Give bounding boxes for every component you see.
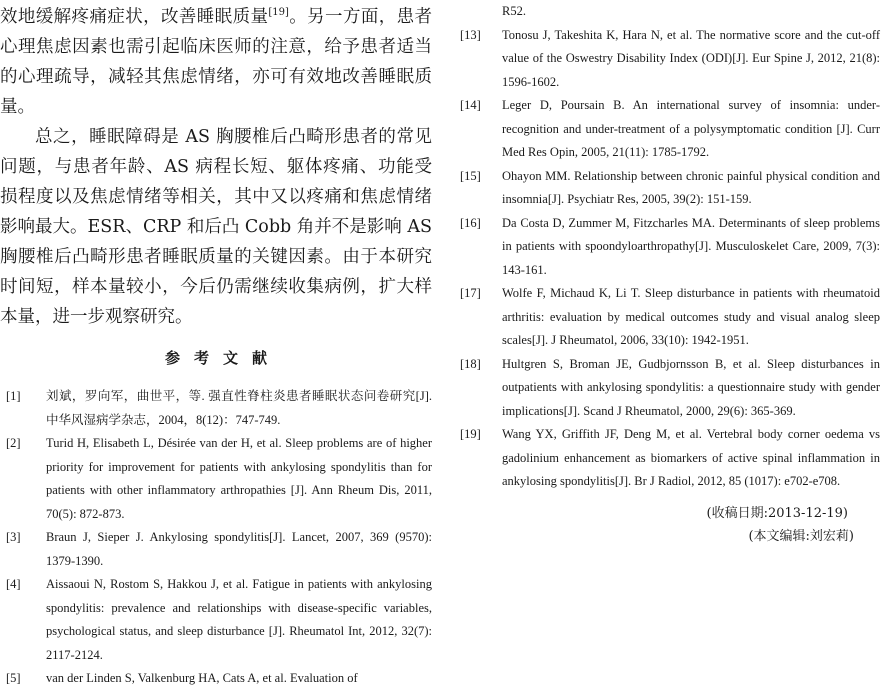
reference-text: Hultgren S, Broman JE, Gudbjornsson B, et al. Sleep disturbances in outpatients with ankylosing spondylitis: a questionnaire study with gender implications[J]. Scand J Rheumatol, 2000, 29(6): 365-369. xyxy=(502,356,880,418)
reference-text: Tonosu J, Takeshita K, Hara N, et al. The normative score and the cut-off value of the Oswestry Disability Index (ODI)[J]. Eur Spine J, 2012, 21(8): 1596-1602. xyxy=(502,27,880,89)
reference-number: [1] xyxy=(6,389,21,403)
reference-text: 刘斌，罗向军，曲世平，等. 强直性脊柱炎患者睡眠状态问卷研究[J]. 中华风湿病学杂志，2004，8(12)：747-749. xyxy=(46,389,432,427)
reference-number: [5] xyxy=(6,671,21,685)
reference-text: Braun J, Sieper J. Ankylosing spondylitis[J]. Lancet, 2007, 369 (9570): 1379-1390. xyxy=(46,530,432,568)
reference-number: [15] xyxy=(460,168,481,183)
body-paragraph-2: 总之，睡眠障碍是 AS 胸腰椎后凸畸形患者的常见问题，与患者年龄、AS 病程长短、躯体疼痛、功能受损程度以及焦虑情绪等相关，其中又以疼痛和焦虑情绪影响最大。ESR、CRP 和后凸 Cobb 角并不是影响 AS 胸腰椎后凸畸形患者睡眠质量的关键因素。由于本研究时间短，样本量较小，今后仍需继续收集病例，扩大样本量，进一步观察研究。 xyxy=(0,127,432,327)
reference-number: [18] xyxy=(460,356,481,371)
reference-number: [2] xyxy=(6,436,21,450)
paragraph-text: 。另一方面，患者心理焦虑因素也需引起临床医师的注意，给予患者适当的心理疏导，减轻其焦虑情绪，亦可有效地改善睡眠质量。 xyxy=(0,7,433,117)
reference-number: [13] xyxy=(460,27,481,42)
reference-list-right xyxy=(460,24,880,494)
reference-text: Da Costa D, Zummer M, Fitzcharles MA. Determinants of sleep problems in patients with spoondyloarthropathy[J]. Musculoskelet Care, 2009, 7(3): 143-161. xyxy=(502,215,880,277)
right-column xyxy=(460,0,880,548)
reference-text: Wolfe F, Michaud K, Li T. Sleep disturbance in patients with rheumatoid arthritis: evaluation by medical outcomes study and visual analog sleep scales[J]. J Rheumatol, 2006, 33(10): 1942-1951. xyxy=(502,286,880,347)
references-heading: 参考文献 xyxy=(164,349,281,367)
reference-item xyxy=(0,385,432,432)
reference-text: Turid H, Elisabeth L, Désirée van der H, et al. Sleep problems are of higher priority for improvement for patients with ankylosing spondylitis than for patients with other inflammatory arthropathies [J]. Ann Rheum Dis, 2011, 70(5): 872-873. xyxy=(46,436,432,521)
reference-fragment: R52. xyxy=(502,4,526,18)
reference-item xyxy=(460,165,880,212)
reference-text: Ohayon MM. Relationship between chronic painful physical condition and insomnia[J]. Psychiatr Res, 2005, 39(2): 151-159. xyxy=(502,168,880,206)
reference-item xyxy=(460,24,880,95)
reference-item xyxy=(0,432,432,526)
reference-item xyxy=(0,526,432,573)
left-column xyxy=(0,0,432,691)
paragraph-text: 效地缓解疼痛症状，改善睡眠质量 xyxy=(0,7,269,27)
reference-text: Wang YX, Griffith JF, Deng M, et al. Vertebral body corner oedema vs gadolinium enhancement as biomarkers of active spinal inflammation in ankylosing spondylitis[J]. Br J Radiol, 2012, 85 (1017): e702-e708. xyxy=(502,427,880,488)
reference-list-left xyxy=(0,385,432,691)
reference-number: [19] xyxy=(460,427,481,441)
reference-item xyxy=(0,667,432,691)
reference-text: Aissaoui N, Rostom S, Hakkou J, et al. Fatigue in patients with ankylosing spondylitis: prevalence and relationships with disease-specific variables, psychological status, and sleep disturbance [J]. Rheumatol Int, 2012, 32(7): 2117-2124. xyxy=(46,577,432,662)
reference-item xyxy=(460,94,880,165)
reference-number: [3] xyxy=(6,530,21,544)
reference-item xyxy=(460,282,880,353)
reference-text: van der Linden S, Valkenburg HA, Cats A, et al. Evaluation of xyxy=(46,671,358,685)
reference-number: [4] xyxy=(6,577,21,591)
received-date: (收稿日期:2013-12-19) xyxy=(706,505,848,521)
reference-continuation xyxy=(460,0,880,24)
reference-number: [14] xyxy=(460,98,481,112)
editor-credit: (本文编辑:刘宏莉) xyxy=(748,528,854,544)
body-paragraph-1 xyxy=(0,2,432,122)
reference-item xyxy=(460,212,880,283)
reference-item xyxy=(0,573,432,667)
reference-item xyxy=(460,353,880,424)
reference-number: [16] xyxy=(460,215,481,230)
reference-number: [17] xyxy=(460,286,481,300)
citation-marker: [19] xyxy=(268,7,289,18)
reference-item xyxy=(460,423,880,494)
reference-text: Leger D, Poursain B. An international survey of insomnia: under-recognition and under-treatment of a polysymptomatic condition [J]. Curr Med Res Opin, 2005, 21(11): 1785-1792. xyxy=(502,98,880,159)
